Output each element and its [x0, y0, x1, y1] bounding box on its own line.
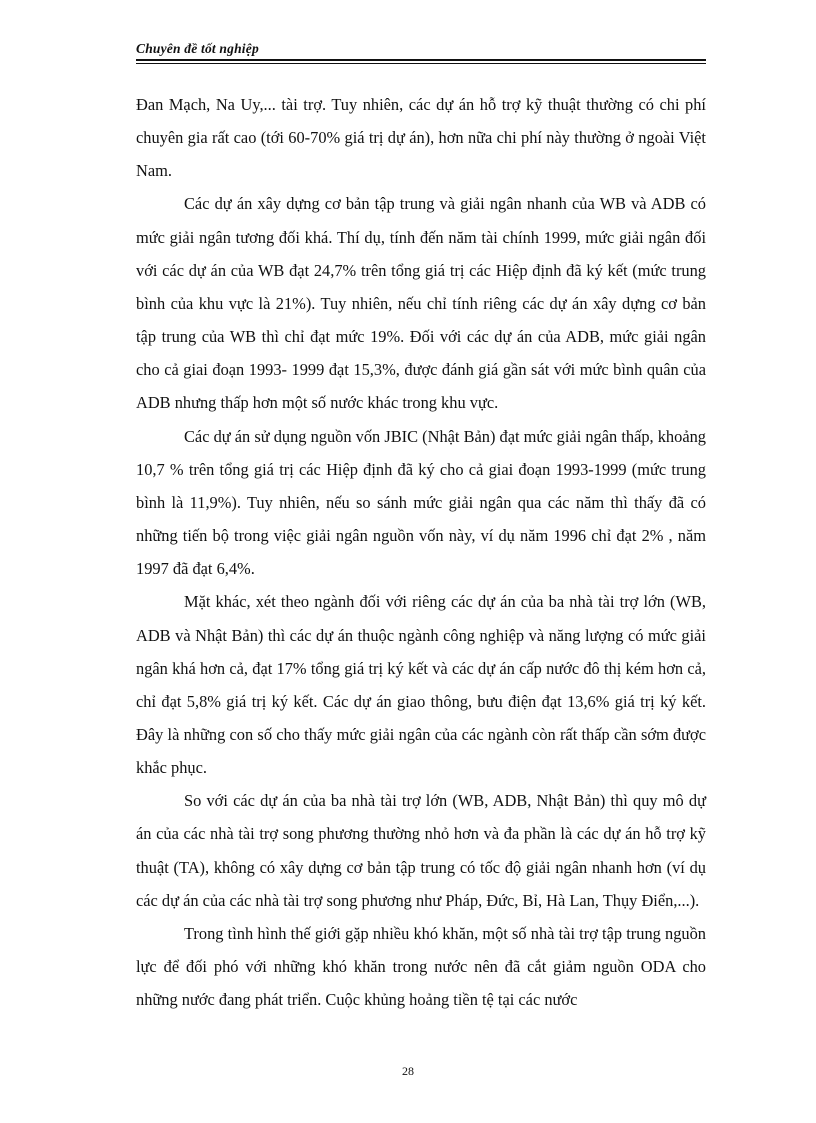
header-title: Chuyên đề tốt nghiệp	[136, 41, 259, 56]
header-rule-thin	[136, 63, 706, 64]
page-header	[136, 34, 706, 62]
paragraph-3: Các dự án sử dụng nguồn vốn JBIC (Nhật Bản) đạt mức giải ngân thấp, khoảng 10,7 % trên tổng giá trị các Hiệp định đã ký cho cả giai đoạn 1993-1999 (mức trung bình là 11,9%). Tuy nhiên, nếu so sánh mức giải ngân qua các năm thì thấy đã có những tiến bộ trong việc giải ngân nguồn vốn này, ví dụ năm 1996 chỉ đạt 2% , năm 1997 đã đạt 6,4%.	[136, 426, 706, 579]
paragraph-1: Đan Mạch, Na Uy,... tài trợ. Tuy nhiên, các dự án hỗ trợ kỹ thuật thường có chi phí chuyên gia rất cao (tới 60-70% giá trị dự án), hơn nữa chi phí này thường ở ngoài Việt Nam.	[136, 95, 706, 181]
document-body	[136, 88, 706, 1016]
paragraph-5: So với các dự án của ba nhà tài trợ lớn (WB, ADB, Nhật Bản) thì quy mô dự án của các nhà tài trợ song phương thường nhỏ hơn và đa phần là các dự án hỗ trợ kỹ thuật (TA), không có xây dựng cơ bản tập trung có tốc độ giải ngân nhanh hơn (ví dụ các dự án của các nhà tài trợ song phương như Pháp, Đức, Bỉ, Hà Lan, Thụy Điển,...).	[136, 791, 706, 910]
paragraph-4: Mặt khác, xét theo ngành đối với riêng các dự án của ba nhà tài trợ lớn (WB, ADB và Nhật Bản) thì các dự án thuộc ngành công nghiệp và năng lượng có mức giải ngân khá hơn cả, đạt 17% tổng giá trị ký kết và các dự án cấp nước đô thị kém hơn cả, chỉ đạt 5,8% giá trị ký kết. Các dự án giao thông, bưu điện đạt 13,6% giá trị ký kết. Đây là những con số cho thấy mức giải ngân của các ngành còn rất thấp cần sớm được khắc phục.	[136, 592, 706, 778]
page-number: 28	[402, 1064, 414, 1078]
header-rule-thick	[136, 59, 706, 61]
paragraph-6: Trong tình hình thế giới gặp nhiều khó khăn, một số nhà tài trợ tập trung nguồn lực để đối phó với những khó khăn trong nước nên đã cắt giảm nguồn ODA cho những nước đang phát triển. Cuộc khủng hoảng tiền tệ tại các nước	[136, 923, 706, 1010]
paragraph-2: Các dự án xây dựng cơ bản tập trung và giải ngân nhanh của WB và ADB có mức giải ngân tương đối khá. Thí dụ, tính đến năm tài chính 1999, mức giải ngân đối với các dự án của WB đạt 24,7% trên tổng giá trị các Hiệp định đã ký kết (mức trung bình của khu vực là 21%). Tuy nhiên, nếu chỉ tính riêng các dự án xây dựng cơ bản tập trung của WB thì chỉ đạt mức 19%. Đối với các dự án của ADB, mức giải ngân cho cả giai đoạn 1993- 1999 đạt 15,3%, được đánh giá gần sát với mức bình quân của ADB nhưng thấp hơn một số nước khác trong khu vực.	[136, 194, 706, 413]
